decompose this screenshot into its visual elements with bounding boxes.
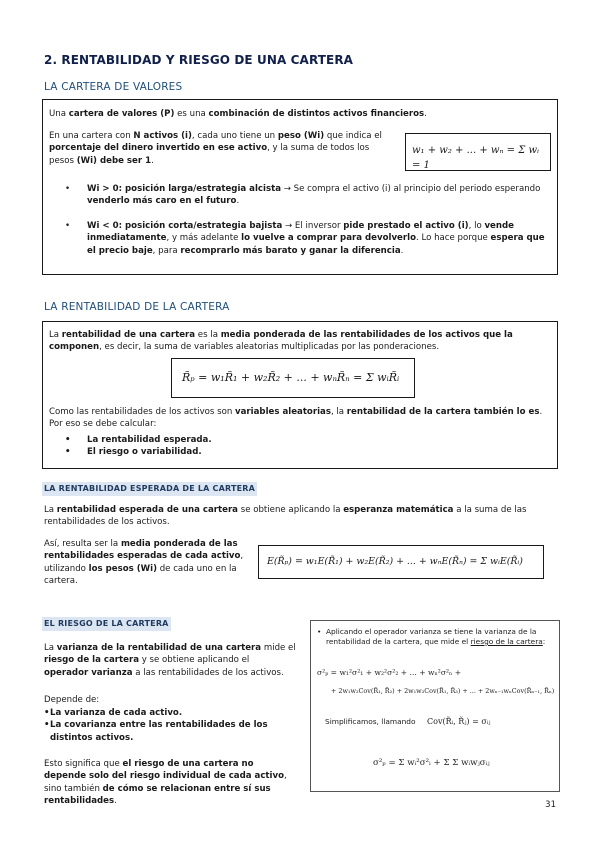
esperada-media-text: Así, resulta ser la media ponderada de las rentabilidades esperadas de cada activo, utilizando los pesos (Wi) de cada uno en la cartera.: [44, 539, 244, 587]
varianza-box: [310, 620, 560, 792]
varianza-eq1: σ²ₚ = w₁²σ²₁ + w₂²σ²₂ + ... + wₙ²σ²ₙ +: [317, 668, 462, 677]
page-number: 31: [545, 800, 556, 810]
pesos-formula: w₁ + w₂ + ... + wₙ = Σ wᵢ = 1: [405, 133, 551, 171]
rentabilidad-formula: R̃ₚ = w₁R̃₁ + w₂R̃₂ + ... + wₙR̃ₙ = Σ wᵢR̃ᵢ: [171, 358, 415, 398]
cartera-definition: Una cartera de valores (P) es una combinación de distintos activos financieros.: [49, 109, 427, 119]
calculo-list: [43, 434, 543, 459]
subsection-heading-esperada: LA RENTABILIDAD ESPERADA DE LA CARTERA: [42, 482, 257, 496]
esperada-definition: La rentabilidad esperada de una cartera se obtiene aplicando la esperanza matemática a la suma de las rentabilidades de los activos.: [44, 505, 527, 528]
depende-label: Depende de:: [44, 695, 100, 705]
subsection-heading-riesgo: EL RIESGO DE LA CARTERA: [42, 617, 171, 631]
rentabilidad-box: [42, 321, 558, 469]
list-item: • La varianza de cada activo.: [44, 708, 183, 718]
simplificamos-label: Simplificamos, llamando: [325, 717, 416, 726]
posicion-corta-item: • Wi < 0: posición corta/estrategia bajista → El inversor pide prestado el activo (i), lo vende inmediatamente, y más adelante lo vuelve a comprar para devolverlo. Lo hace porque espera que el precio baje, para recomprarlo más barato y ganar la diferencia.: [43, 220, 549, 257]
esperada-formula: E(R̃ₚ) = w₁E(R̃₁) + w₂E(R̃₂) + ... + wₙE(R̃ₙ) = Σ wᵢE(R̃ᵢ): [258, 545, 544, 579]
rentabilidad-aleatoria-text: Como las rentabilidades de los activos son variables aleatorias, la rentabilidad de la cartera también lo es. Por eso se debe calcular:: [49, 407, 543, 430]
riesgo-definition: La varianza de la rentabilidad de una cartera mide el riesgo de la cartera y se obtiene aplicando el operador varianza a las rentabilidades de los activos.: [44, 643, 296, 678]
section-heading-rentabilidad: LA RENTABILIDAD DE LA CARTERA: [44, 301, 230, 313]
cov-notation: Cov(R̃ᵢ, R̃ⱼ) = σᵢⱼ: [427, 717, 491, 726]
varianza-eq3: σ²ₚ = Σ wᵢ²σ²ᵢ + Σ Σ wᵢwⱼσᵢⱼ: [373, 758, 490, 768]
list-item: • La covarianza entre las rentabilidades de los distintos activos.: [44, 720, 268, 743]
section-heading-cartera: LA CARTERA DE VALORES: [44, 81, 183, 93]
varianza-eq2: + 2w₁w₂Cov(R̃₁, R̃₂) + 2w₁w₃Cov(R̃₁, R̃₃) + ... + 2wₙ₋₁wₙCov(R̃ₙ₋₁, R̃ₙ): [331, 687, 555, 695]
varianza-intro: • Aplicando el operador varianza se tiene la varianza de la rentabilidad de la cartera, que mide el riesgo de la cartera:: [317, 627, 546, 646]
posicion-larga-item: • Wi > 0: posición larga/estrategia alcista → Se compra el activo (i) al principio del periodo esperando venderlo más caro en el futuro.: [43, 183, 549, 208]
page-title: 2. RENTABILIDAD Y RIESGO DE UNA CARTERA: [44, 53, 354, 67]
riesgo-relacion-text: Esto significa que el riesgo de una cartera no depende solo del riesgo individual de cada activo, sino también de cómo se relacionan entre sí sus rentabilidades.: [44, 759, 287, 807]
list-item: • El riesgo o variabilidad.: [43, 446, 543, 458]
cartera-box: [42, 99, 558, 275]
depende-list: [44, 707, 304, 744]
rentabilidad-definition: La rentabilidad de una cartera es la media ponderada de las rentabilidades de los activos que la componen, es decir, la suma de variables aleatorias multiplicadas por las ponderaciones.: [49, 330, 513, 353]
list-item: • La rentabilidad esperada.: [43, 434, 543, 446]
posiciones-list: [43, 183, 549, 257]
cartera-pesos-text: En una cartera con N activos (i), cada uno tiene un peso (Wi) que indica el porcentaje del dinero invertido en ese activo, y la suma de todos los pesos (Wi) debe ser 1.: [49, 131, 382, 166]
